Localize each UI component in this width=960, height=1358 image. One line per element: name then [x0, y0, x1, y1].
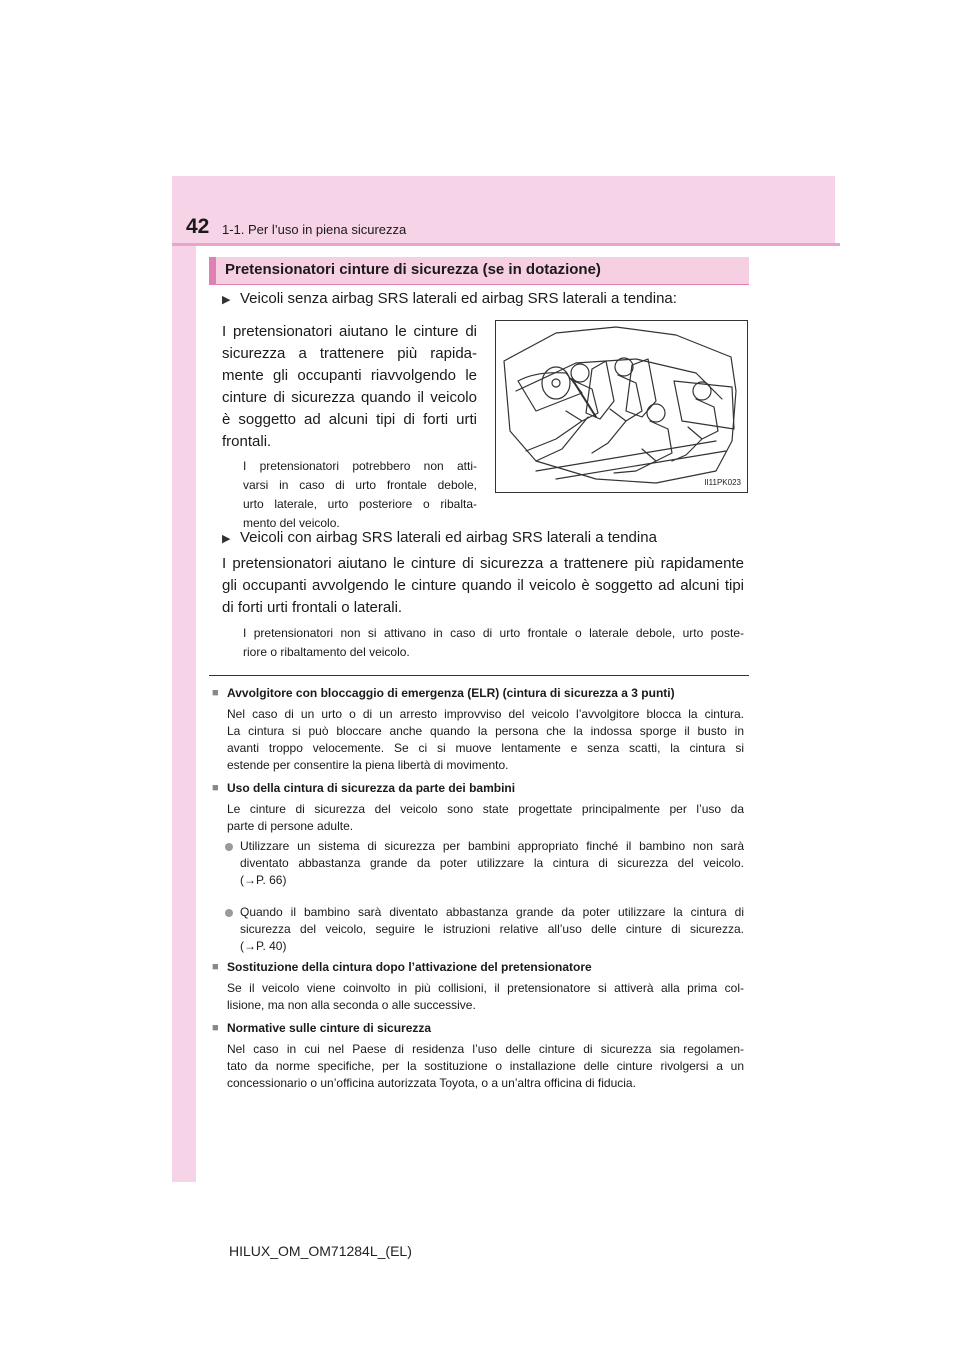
note-line: urto laterale, urto posteriore o ribalta-	[243, 497, 477, 511]
figure-code: II11PK023	[704, 478, 741, 487]
header-rule	[172, 243, 840, 246]
chapter-title: 1-1. Per l’uso in piena sicurezza	[222, 222, 407, 237]
variant-a-body	[222, 321, 477, 453]
body-line: mente gli occupanti riavvolgendo le	[222, 367, 477, 384]
note-bullet	[240, 904, 744, 955]
note-line: varsi in caso di urto frontale debole,	[243, 478, 477, 492]
bullet-line: Quando il bambino sarà diventato abbastanza grande da poter utilizzare la cintura di	[240, 905, 744, 919]
body-line: sicurezza a trattenere più rapida-	[222, 345, 477, 362]
bullet-line: (→P. 40)	[240, 939, 287, 953]
note-line: I pretensionatori potrebbero non atti-	[243, 459, 477, 473]
section-title: Pretensionatori cinture di sicurezza (se in dotazione)	[225, 261, 601, 278]
note-body	[227, 1041, 744, 1092]
note-line: La cintura si può bloccare anche quando la persona che la indossa sporge il busto in	[227, 724, 744, 738]
variant-a-heading: Veicoli senza airbag SRS laterali ed airbag SRS laterali a tendina:	[240, 290, 677, 307]
note-line: Se il veicolo viene coinvolto in più collisioni, il pretensionatore si attiverà alla prima col-	[227, 981, 744, 995]
note-body	[227, 801, 744, 835]
note-line: lisione, ma non alla seconda o alle successive.	[227, 998, 476, 1012]
section-underline	[209, 284, 749, 285]
page-margin	[0, 0, 172, 1358]
body-line: frontali.	[222, 433, 272, 450]
section-heading	[209, 257, 749, 284]
variant-b-body	[222, 553, 744, 619]
car-interior-seatbelt-icon	[496, 321, 747, 492]
note-line: parte di persone adulte.	[227, 819, 354, 833]
section-divider	[209, 675, 749, 676]
note-line: mento del veicolo.	[243, 516, 340, 530]
note-line: Nel caso di un urto o di un arresto improvviso del veicolo l’avvolgitore blocca la cintura.	[227, 707, 744, 721]
bullet-line: Utilizzare un sistema di sicurezza per bambini appropriato finché il bambino non sarà	[240, 839, 744, 853]
note-title: Avvolgitore con bloccaggio di emergenza (ELR) (cintura di sicurezza a 3 punti)	[227, 686, 675, 700]
square-bullet-icon: ■	[212, 687, 219, 699]
square-bullet-icon: ■	[212, 961, 219, 973]
note-line: Le cinture di sicurezza del veicolo sono state progettate principalmente per l’uso da	[227, 802, 744, 816]
square-bullet-icon: ■	[212, 782, 219, 794]
vehicle-occupants-illustration	[495, 320, 748, 493]
note-body	[227, 980, 744, 1014]
circle-bullet-icon	[225, 909, 233, 917]
body-line: di forti urti frontali o laterali.	[222, 599, 403, 616]
note-title: Sostituzione della cintura dopo l’attivazione del pretensionatore	[227, 960, 592, 974]
note-line: riore o ribaltamento del veicolo.	[243, 645, 410, 659]
bullet-line: sicurezza del veicolo, seguire le istruzioni relative all’uso delle cinture di sicurezza.	[240, 922, 744, 936]
variant-b-note	[243, 624, 744, 662]
note-line: avanti troppo velocemente. Se ci si muove lentamente e senza scatti, la cintura si	[227, 741, 744, 755]
body-line: gli occupanti avvolgendo le cinture quando il veicolo è soggetto ad alcuni tipi	[222, 577, 744, 594]
document-id: HILUX_OM_OM71284L_(EL)	[229, 1243, 412, 1259]
body-line: I pretensionatori aiutano le cinture di sicurezza a trattenere più rapidamente	[222, 555, 744, 572]
bullet-line: (→P. 66)	[240, 873, 287, 887]
body-line: è soggetto ad alcuni tipi di forti urti	[222, 411, 477, 428]
square-bullet-icon: ■	[212, 1022, 219, 1034]
page-number: 42	[186, 215, 210, 238]
triangle-bullet-icon: ▶	[222, 294, 231, 306]
variant-a-note	[243, 457, 477, 533]
note-body	[227, 706, 744, 774]
body-line: cinture di sicurezza quando il veicolo	[222, 389, 477, 406]
note-line: tato da norme specifiche, per la sostituzione o installazione delle cinture rivolgersi a un	[227, 1059, 744, 1073]
note-line: estende per consentire la piena libertà di movimento.	[227, 758, 509, 772]
triangle-bullet-icon: ▶	[222, 533, 231, 545]
note-title: Normative sulle cinture di sicurezza	[227, 1021, 432, 1035]
note-title: Uso della cintura di sicurezza da parte dei bambini	[227, 781, 516, 795]
circle-bullet-icon	[225, 843, 233, 851]
variant-b-heading: Veicoli con airbag SRS laterali ed airbag SRS laterali a tendina	[240, 529, 657, 546]
note-line: concessionario o un’officina autorizzata Toyota, o a un’altra officina di fiducia.	[227, 1076, 636, 1090]
note-line: Nel caso in cui nel Paese di residenza l’uso delle cinture di sicurezza sia regolamen-	[227, 1042, 744, 1056]
note-bullet	[240, 838, 744, 889]
note-line: I pretensionatori non si attivano in caso di urto frontale o laterale debole, urto poste-	[243, 626, 744, 640]
body-line: I pretensionatori aiutano le cinture di	[222, 323, 477, 340]
bullet-line: diventato abbastanza grande da poter utilizzare la cintura di sicurezza del veicolo.	[240, 856, 744, 870]
